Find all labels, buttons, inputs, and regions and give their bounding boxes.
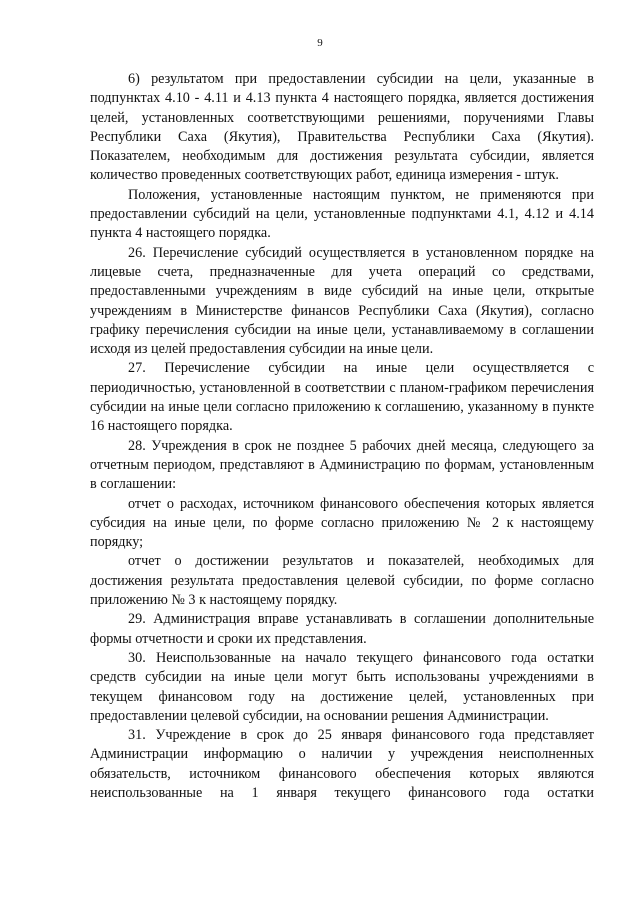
paragraph-6-result: 6) результатом при предоставлении субсидии на цели, указанные в подпунктах 4.10 - 4.11 и 4.13 пункта 4 настоящего порядка, является достижения целей, установленных соответствующими решениями, поручениями Главы Республики Саха (Якутия), Правительства Республики Саха (Якутия). Показателем, необходимым для достижения результата субсидии, является количество проведенных соответствующих работ, единица измерения - штук. bbox=[90, 71, 594, 184]
paragraph-30: 30. Неиспользованные на начало текущего финансового года остатки средств субсидии на иные цели могут быть использованы учреждениями в текущем финансовом году на достижение целей, установленных при предоставлении целевой субсидии, на основании решения Администрации. bbox=[90, 649, 594, 724]
paragraph-27: 27. Перечисление субсидии на иные цели осуществляется с периодичностью, установленной в соответствии с планом-графиком перечисления субсидии на иные цели согласно приложению к соглашению, указанному в пункте 16 настоящего порядка. bbox=[90, 360, 594, 435]
paragraph-31: 31. Учреждение в срок до 25 января финансового года представляет Администрации информацию о наличии у учреждения неисполненных обязательств, источником финансового обеспечения которых являются неиспользованные на 1 января текущего финансового года остатки bbox=[90, 727, 594, 801]
page-number: 9 bbox=[317, 37, 323, 49]
paragraph-29: 29. Администрация вправе устанавливать в соглашении дополнительные формы отчетности и сроки их представления. bbox=[90, 611, 594, 647]
paragraph-results-report: отчет о достижении результатов и показателей, необходимых для достижения результата предоставления целевой субсидии, по форме согласно приложению № 3 к настоящему порядку. bbox=[90, 553, 594, 609]
paragraph-28: 28. Учреждения в срок не позднее 5 рабочих дней месяца, следующего за отчетным периодом, представляют в Администрацию по формам, установленным в соглашении: bbox=[90, 437, 594, 493]
paragraph-26: 26. Перечисление субсидий осуществляется в установленном порядке на лицевые счета, предназначенные для учета операций со средствами, предоставленными учреждениям в виде субсидий на иные цели, открытые учреждениям в Министерстве финансов Республики Саха (Якутия), согласно графику перечисления субсидии на иные цели, устанавливаемому в соглашении исходя из целей предоставления субсидии на иные цели. bbox=[90, 244, 594, 358]
document-body bbox=[90, 70, 594, 803]
paragraph-provisions: Положения, установленные настоящим пунктом, не применяются при предоставлении субсидий на цели, установленные подпунктами 4.1, 4.12 и 4.14 пункта 4 настоящего порядка. bbox=[90, 186, 594, 242]
paragraph-expense-report: отчет о расходах, источником финансового обеспечения которых является субсидия на иные цели, по форме согласно приложению № 2 к настоящему порядку; bbox=[90, 495, 594, 551]
